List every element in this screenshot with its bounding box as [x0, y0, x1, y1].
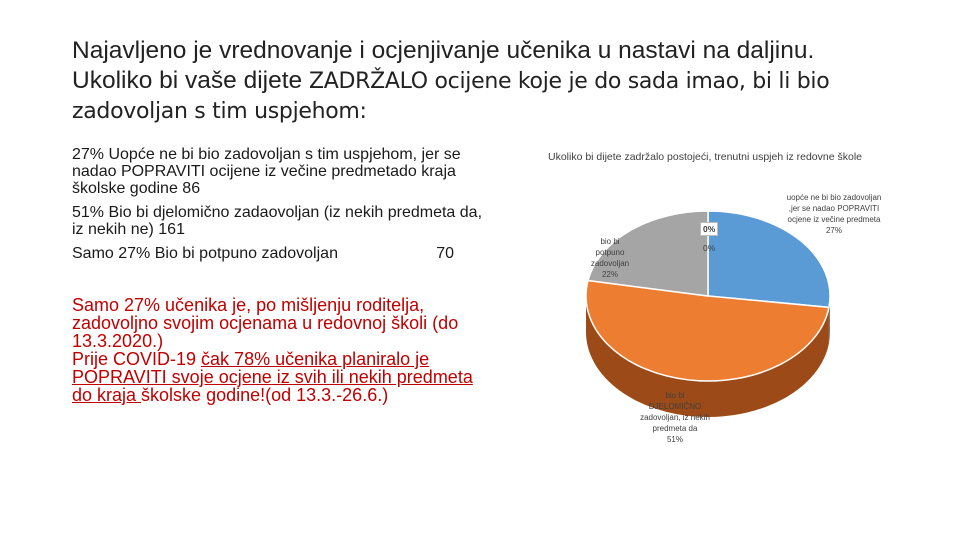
title-line-3: zadovoljan s tim uspjehom: [72, 99, 367, 124]
result-potpuno-label: Samo 27% Bio bi potpuno zadovoljan [72, 245, 338, 262]
slice-label-djelomicno-pct: 51% [666, 435, 683, 444]
slice-label-potpuno [586, 236, 634, 280]
conclusion-p2-end: školske godine!(od 13.3.-26.6.) [141, 385, 389, 405]
chart-title: Ukoliko bi dijete zadržalo postojeći, trenutni uspjeh iz redovne škole [547, 151, 862, 163]
result-uopce: 27% Uopće ne bi bio zadovoljan s tim uspjehom, jer se nadao POPRAVITI ocijene iz večine predmetado kraja školske godine 86 [72, 146, 461, 197]
extra-zero-label: 0% [703, 243, 716, 253]
slice-label-djelomicno-text: bio bi DJELOMIČNO zadovoljan, iz nekih predmeta da [640, 391, 710, 433]
result-djelomicno: 51% Bio bi djelomično zadaovoljan (iz nekih predmeta da, iz nekih ne) 161 [72, 204, 483, 238]
title-line-1: Najavljeno je vrednovanje i ocjenjivanje učenika u nastavi na daljinu. [72, 37, 815, 64]
slice-label-uopce-text: uopće ne bi bio zadovoljan ,jer se nadao POPRAVITI ocjene iz večine predmeta [786, 193, 882, 224]
title-line-2-start: Ukoliko bi vaše dijete [72, 67, 309, 94]
conclusion-p2-underlined: čak 78% učenika planiralo je POPRAVITI svoje ocjene iz svih ili nekih predmeta do kraja [72, 349, 473, 405]
conclusion-p2-start: Prije COVID-19 [72, 349, 202, 369]
result-potpuno-count: 70 [436, 245, 454, 262]
slice-label-potpuno-text: bio bi potpuno zadovoljan [590, 237, 630, 268]
conclusion-paragraph-1: Samo 27% učenika je, po mišljenju roditelja, zadovoljno svojim ocjenama u redovnoj školi (do 13.3.2020.) [72, 295, 459, 351]
slice-label-uopce [786, 192, 882, 236]
slice-label-uopce-pct: 27% [825, 226, 842, 235]
slice-label-zero: 0% [700, 222, 718, 236]
title-line-2-emphasis: ZADRŽALO ocijene koje je do sada imao, bi li bio [308, 69, 830, 94]
slice-label-djelomicno [640, 390, 710, 445]
slice-label-potpuno-pct: 22% [601, 270, 618, 279]
